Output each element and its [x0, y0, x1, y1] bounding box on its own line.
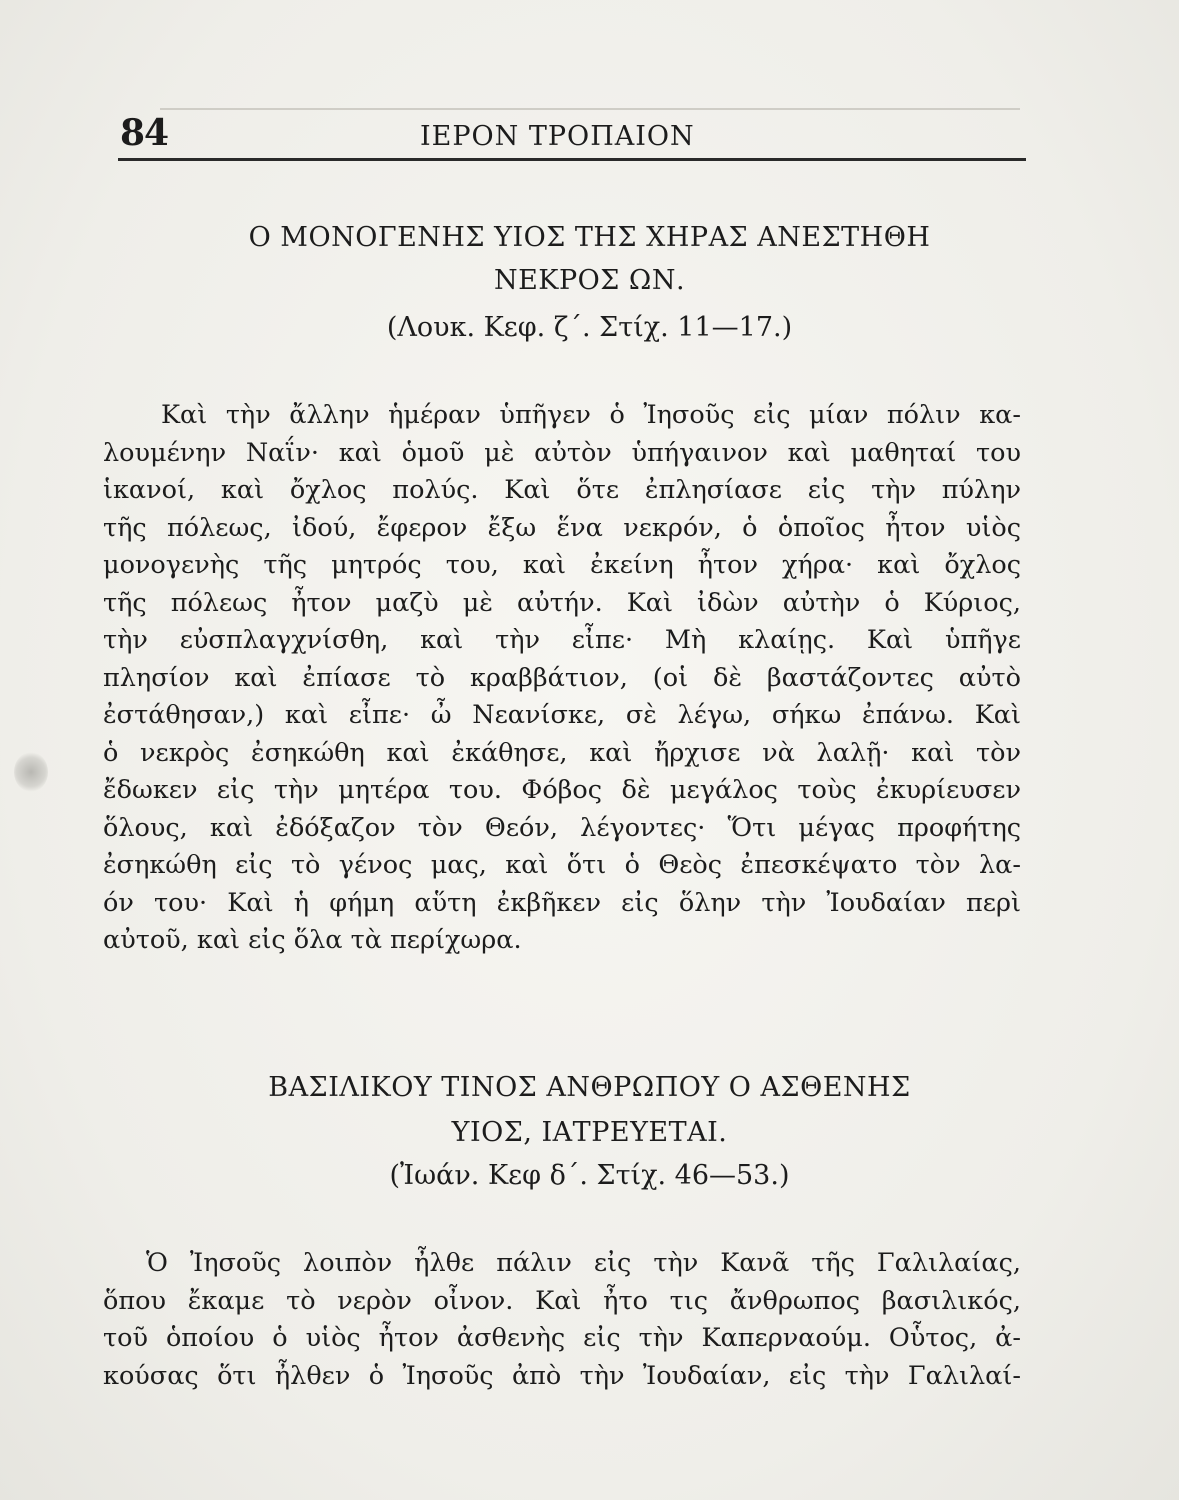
text-line: ἱκανοί, καὶ ὄχλος πολύς. Καὶ ὅτε ἐπλησίασε εἰς τὴν πύλην: [103, 475, 1021, 505]
section2-title-line1: ΒΑΣΙΛΙΚΟΥ ΤΙΝΟΣ ΑΝΘΡΩΠΟΥ Ο ΑΣΘΕΝΗΣ: [268, 1072, 911, 1103]
text-line: τὴν εὐσπλαγχνίσθη, καὶ τὴν εἶπε· Μὴ κλαίῃς. Καὶ ὑπῆγε: [103, 625, 1021, 655]
section2-title-line2: ΥΙΟΣ, ΙΑΤΡΕΥΕΤΑΙ.: [451, 1117, 728, 1148]
text-line: τῆς πόλεως, ἰδού, ἔφερον ἔξω ἕνα νεκρόν, ὁ ὁποῖος ἦτον υἱὸς: [103, 512, 1021, 543]
ink-smudge: [14, 752, 48, 792]
text-line: ὁ νεκρὸς ἐσηκώθη καὶ ἐκάθησε, καὶ ἤρχισε νὰ λαλῇ· καὶ τὸν: [103, 737, 1021, 768]
section1-title-line2: ΝΕΚΡΟΣ ΩΝ.: [493, 265, 686, 296]
section1-reference: (Λουκ. Κεφ. ζ΄. Στίχ. 11—17.): [386, 312, 793, 343]
text-line: Ὁ Ἰησοῦς λοιπὸν ἦλθε πάλιν εἰς τὴν Κανᾶ τῆς Γαλιλαίας,: [146, 1248, 1021, 1278]
section1-paragraph: [103, 397, 1021, 960]
section1-title-line1: Ο ΜΟΝΟΓΕΝΗΣ ΥΙΟΣ ΤΗΣ ΧΗΡΑΣ ΑΝΕΣΤΗΘΗ: [248, 222, 931, 253]
text-line: τοῦ ὁποίου ὁ υἱὸς ἦτον ἀσθενὴς εἰς τὴν Καπερναούμ. Οὗτος, ἀ-: [103, 1323, 1021, 1353]
section2-reference: (Ἰωάν. Κεφ δ΄. Στίχ. 46—53.): [389, 1160, 790, 1191]
text-line: ὅλους, καὶ ἐδόξαζον τὸν Θεόν, λέγοντες· Ὅτι μέγας προφήτης: [103, 812, 1021, 843]
text-line: κούσας ὅτι ἦλθεν ὁ Ἰησοῦς ἀπὸ τὴν Ἰουδαίαν, εἰς τὴν Γαλιλαί-: [103, 1360, 1021, 1391]
section2-paragraph: [103, 1245, 1021, 1395]
text-line: Καὶ τὴν ἄλλην ἡμέραν ὑπῆγεν ὁ Ἰησοῦς εἰς μίαν πόλιν κα-: [161, 400, 1021, 430]
header-rule: [118, 158, 1026, 161]
bleed-through-rule: [160, 108, 1020, 110]
text-line: αὐτοῦ, καὶ εἰς ὅλα τὰ περίχωρα.: [103, 925, 522, 955]
text-line: λουμένην Ναΐν· καὶ ὁμοῦ μὲ αὐτὸν ὑπήγαινον καὶ μαθηταί του: [103, 437, 1021, 468]
text-line: πλησίον καὶ ἐπίασε τὸ κραββάτιον, (οἱ δὲ βαστάζοντες αὐτὸ: [103, 662, 1021, 693]
text-line: ἔδωκεν εἰς τὴν μητέρα του. Φόβος δὲ μεγάλος τοὺς ἐκυρίευσεν: [103, 775, 1021, 805]
text-line: μονογενὴς τῆς μητρός του, καὶ ἐκείνη ἦτον χήρα· καὶ ὄχλος: [103, 550, 1021, 580]
running-title: ΙΕΡΟΝ ΤΡΟΠΑΙΟΝ: [420, 121, 695, 152]
text-line: ἐσηκώθη εἰς τὸ γένος μας, καὶ ὅτι ὁ Θεὸς ἐπεσκέψατο τὸν λα-: [103, 850, 1021, 880]
text-line: ἐστάθησαν,) καὶ εἶπε· ὦ Νεανίσκε, σὲ λέγω, σήκω ἐπάνω. Καὶ: [103, 700, 1021, 730]
text-line: τῆς πόλεως ἦτον μαζὺ μὲ αὐτήν. Καὶ ἰδὼν αὐτὴν ὁ Κύριος,: [103, 587, 1021, 618]
text-line: ὅπου ἔκαμε τὸ νερὸν οἶνον. Καὶ ἦτο τις ἄνθρωπος βασιλικός,: [103, 1285, 1021, 1316]
text-line: όν του· Καὶ ἡ φήμη αὕτη ἐκβῆκεν εἰς ὅλην τὴν Ἰουδαίαν περὶ: [103, 887, 1021, 918]
page-number: 84: [120, 112, 169, 154]
